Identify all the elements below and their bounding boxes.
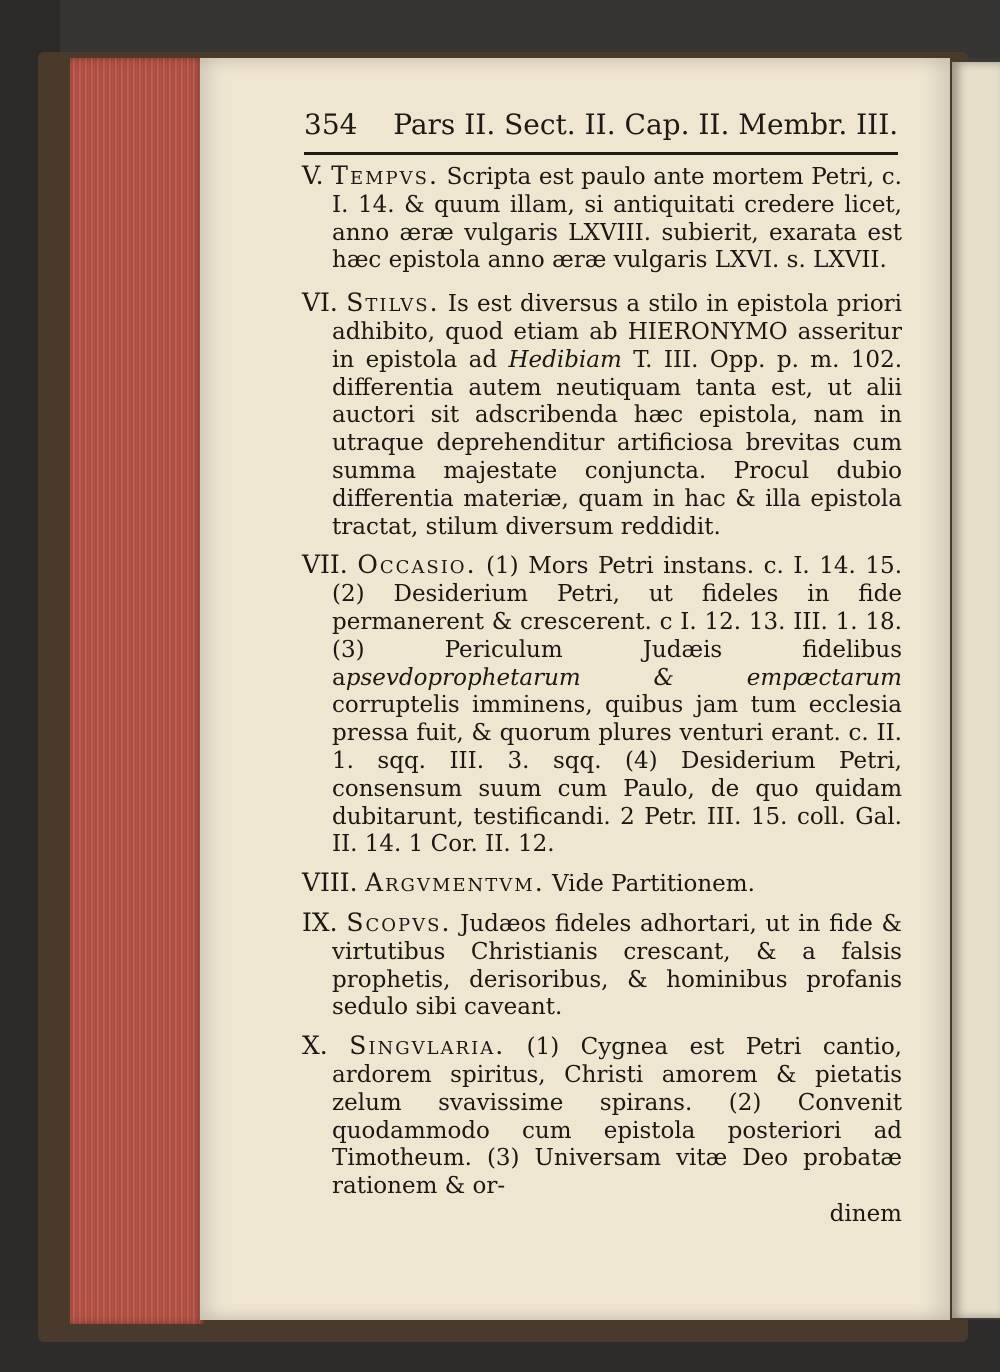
section-text-italic: psevdoprophetarum & empæctarum xyxy=(345,664,902,691)
section-singularia xyxy=(302,1032,902,1201)
section-text-italic: Hedibiam xyxy=(508,346,622,373)
section-text: T. III. Opp. p. m. 102. differentia autem neutiquam tanta est, ut alii auctori sit adscribenda hæc epistola, nam in utraque deprehenditur artificiosa brevitas cum summa majestate conjuncta. Procul dubio differentia materiæ, quam in hac & illa epistola tractat, stilum diversum reddidit. xyxy=(332,346,903,540)
facing-page-edge xyxy=(952,62,1000,1318)
section-heading: Argvmentvm. xyxy=(364,868,545,898)
section-text: (1) Mors Petri instans. c. I. 14. 15. (2) Desiderium Petri, ut fideles in fide permanerent & crescerent. c I. 12. 13. III. 1. 18. (3) Periculum Judæis fidelibus a xyxy=(332,553,903,691)
catchword: dinem xyxy=(829,1200,902,1227)
running-head xyxy=(304,108,898,152)
section-heading: Stilvs. xyxy=(346,288,440,318)
section-heading: Occasio. xyxy=(357,550,477,580)
section-number: V. xyxy=(302,161,324,190)
page-body xyxy=(302,162,902,1229)
running-title: Pars II. Sect. II. Cap. II. Membr. III. xyxy=(393,108,899,141)
section-heading: Scopvs. xyxy=(346,907,452,937)
page-number: 354 xyxy=(304,108,358,141)
section-stilus xyxy=(302,289,902,541)
section-tempus xyxy=(302,162,902,275)
header-rule xyxy=(304,152,898,155)
background-top xyxy=(0,0,1000,58)
section-occasio xyxy=(302,551,902,859)
section-heading: Tempvs. xyxy=(331,161,439,190)
section-text: (1) Cygnea est Petri cantio, ardorem spiritus, Christi amorem & pietatis zelum svavissime spirans. (2) Convenit quodammodo cum epistola posteriori ad Timotheum. (3) Universam vitæ Deo probatæ rationem & or- xyxy=(332,1034,902,1200)
section-heading: Singvlaria. xyxy=(349,1031,506,1061)
section-number: IX. xyxy=(302,907,338,937)
section-number: VIII. xyxy=(302,868,358,898)
section-text: corruptelis imminens, quibus jam tum ecclesia pressa fuit, & quorum plures venturi erant. c. II. 1. sqq. III. 3. sqq. (4) Desiderium Petri, consensum suum cum Paulo, de quo quidam dubitarunt, testificandi. 2 Petr. III. 15. coll. Gal. II. 14. 1 Cor. II. 12. xyxy=(332,692,902,858)
section-number: VII. xyxy=(302,550,348,580)
section-number: X. xyxy=(302,1031,328,1061)
section-text: Judæos fideles adhortari, ut in fide & virtutibus Christianis crescant, & a falsis prophetis, derisoribus, & hominibus profanis sedulo sibi caveant. xyxy=(332,910,903,1021)
section-scopus xyxy=(302,909,902,1022)
section-text: Scripta est paulo ante mortem Petri, c. I. 14. & quum illam, si antiquitati credere licet, anno æræ vulgaris LXVIII. subierit, exarata est hæc epistola anno æræ vulgaris LXVI. s. LXVII. xyxy=(332,164,902,274)
section-text: Is est diversus a stilo in epistola priori adhibito, quod etiam ab HIERONYMO asseritur in epistola ad xyxy=(332,291,903,373)
page-edges xyxy=(70,58,204,1324)
section-number: VI. xyxy=(302,288,338,318)
section-argumentum xyxy=(302,869,902,899)
section-text: Vide Partitionem. xyxy=(551,871,755,898)
